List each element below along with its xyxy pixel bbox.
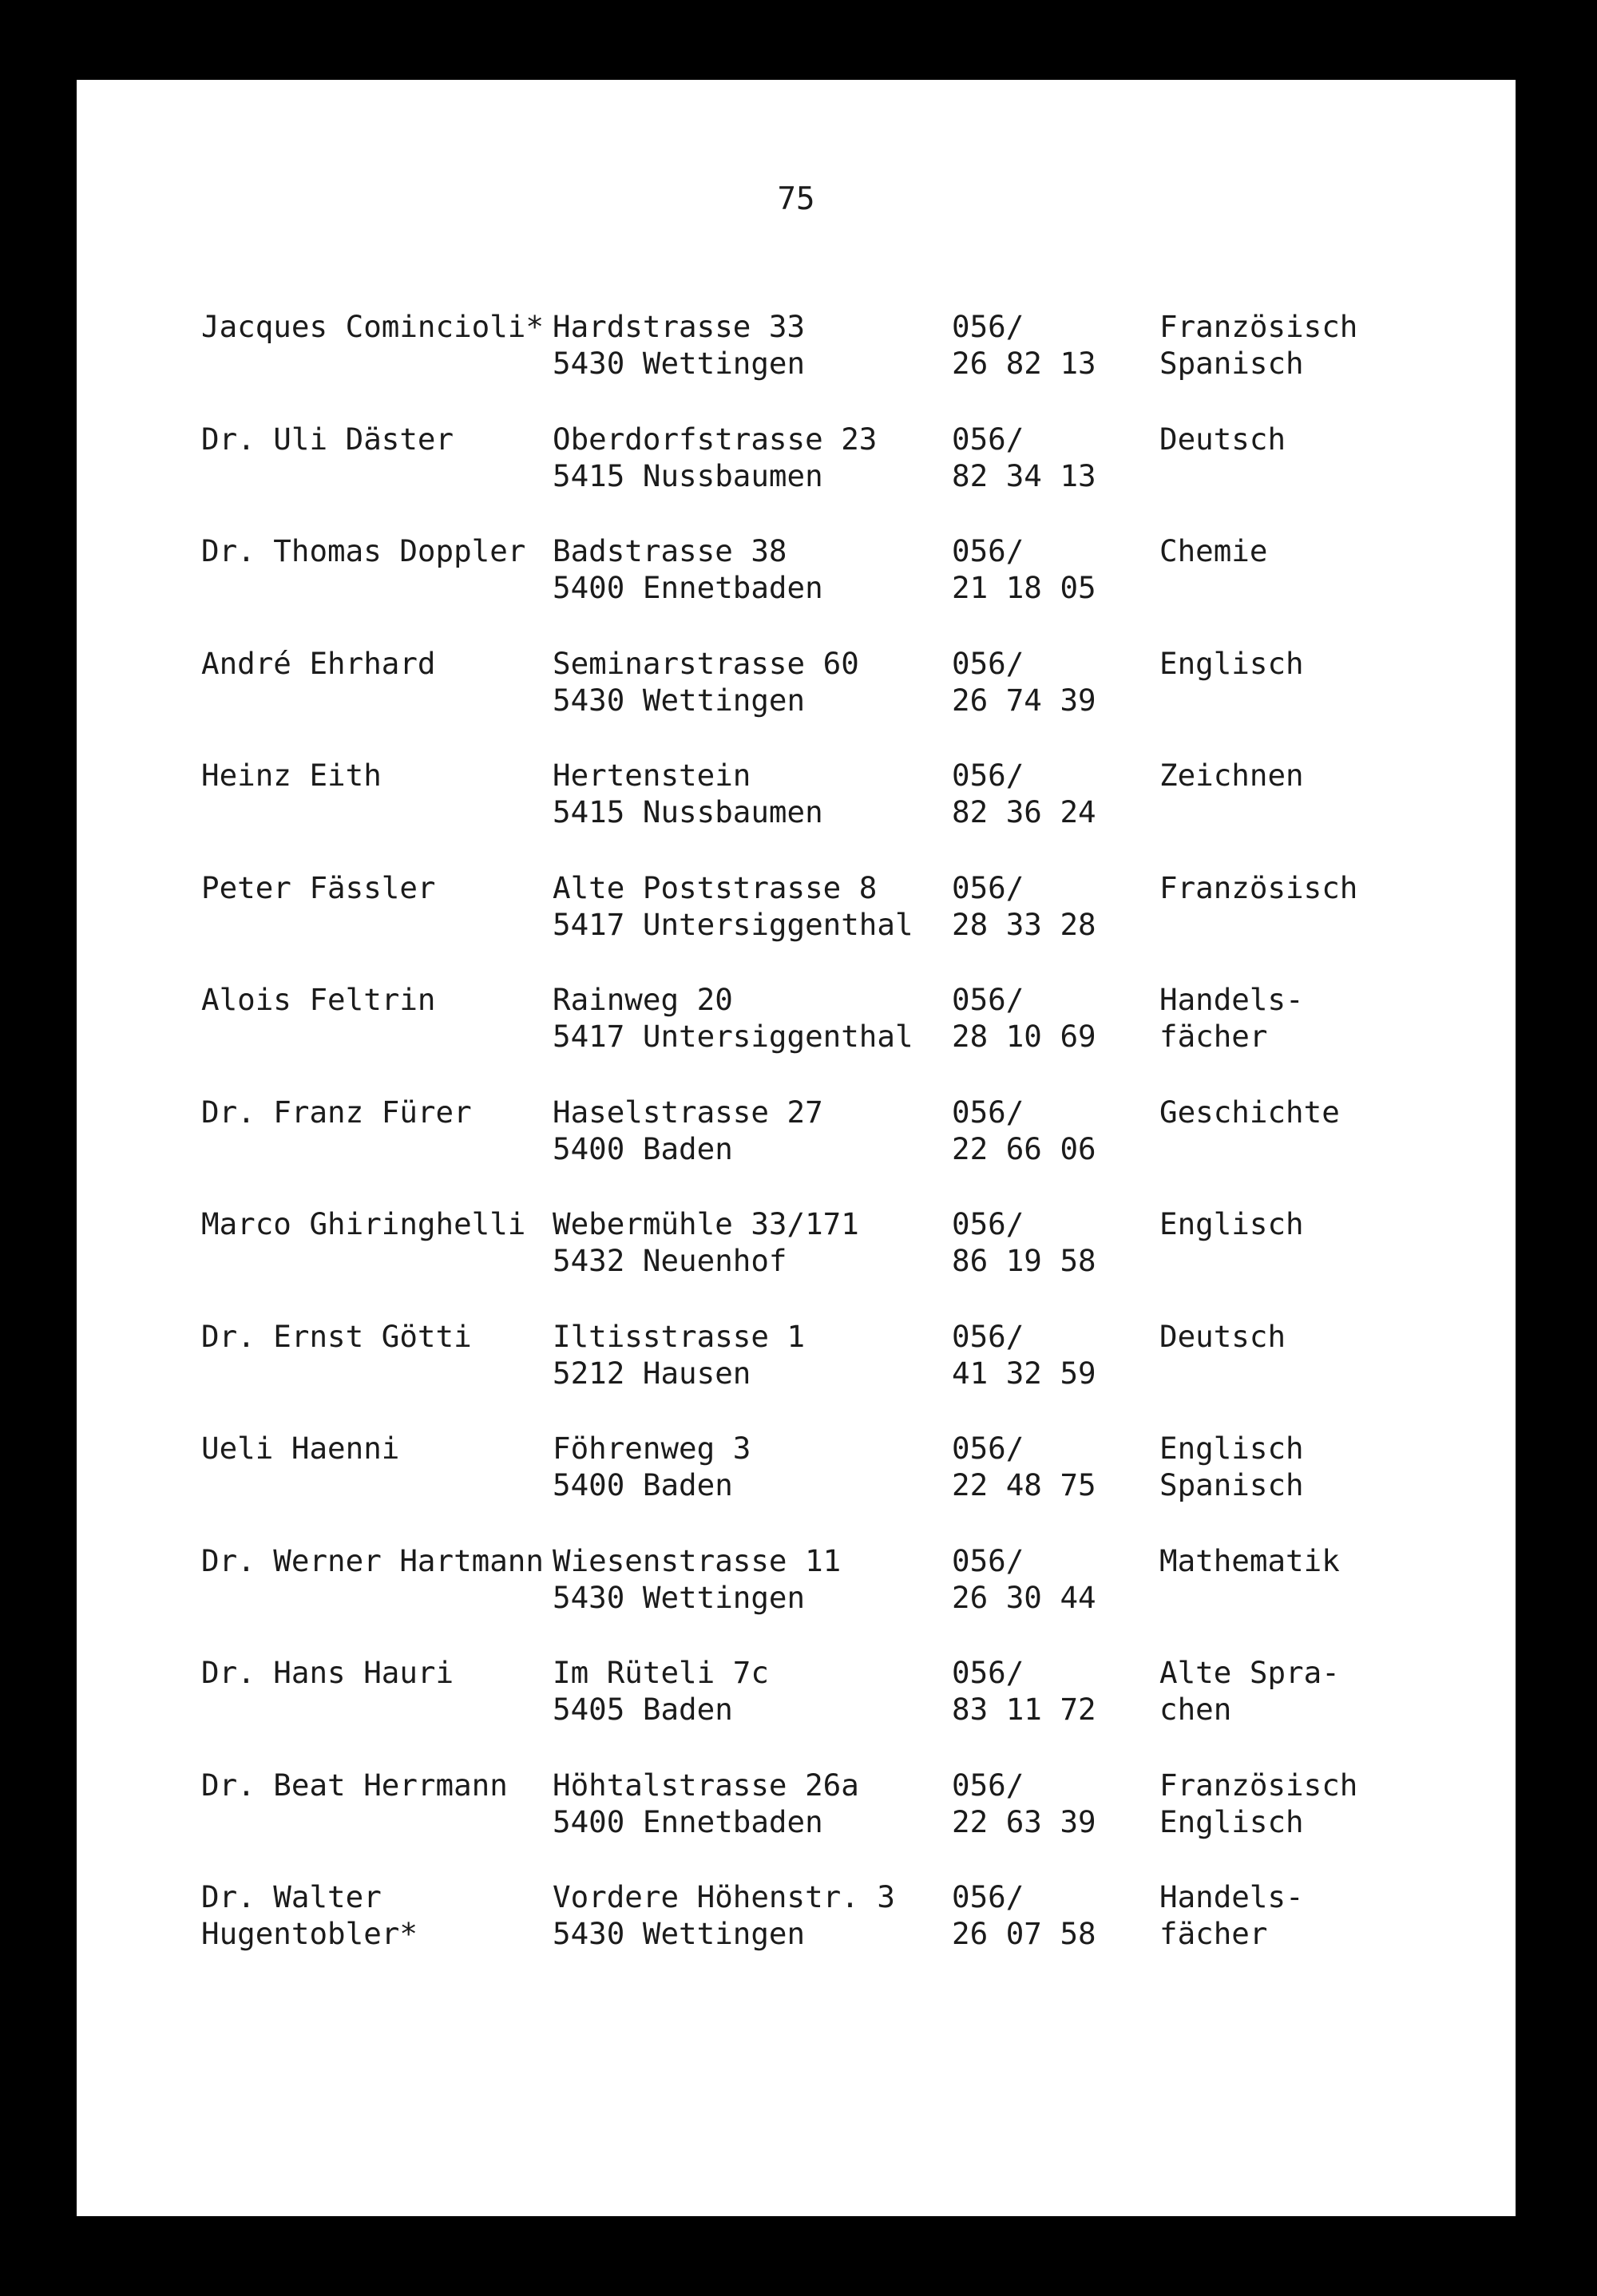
address-line: 5212 Hausen: [553, 1355, 751, 1391]
directory-entry: [201, 1767, 1495, 1879]
phone-number: 056/: [952, 421, 1024, 457]
address-line: Vordere Höhenstr. 3: [553, 1879, 895, 1914]
address-line: Webermühle 33/171: [553, 1206, 859, 1241]
phone-number: 22 63 39: [952, 1803, 1096, 1839]
entry-line-second: [201, 1242, 1495, 1279]
address-line: 5400 Baden: [553, 1130, 733, 1166]
address-line: Höhtalstrasse 26a: [553, 1767, 859, 1803]
directory-entry: [201, 1094, 1495, 1206]
directory-entry: [201, 308, 1495, 421]
phone-number: 056/: [952, 1094, 1024, 1130]
directory-entry: [201, 981, 1495, 1094]
phone-number: 056/: [952, 1318, 1024, 1354]
teacher-name: Ueli Haenni: [201, 1431, 400, 1466]
entry-line-second: [201, 1467, 1495, 1503]
entry-line-first: [201, 1318, 1495, 1355]
subject: fächer: [1159, 1019, 1268, 1054]
directory-entry: [201, 1205, 1495, 1318]
page-number: 75: [777, 181, 815, 217]
phone-number: 82 34 13: [952, 457, 1096, 493]
entry-line-second: [201, 1915, 1495, 1952]
subject: Geschichte: [1159, 1094, 1340, 1130]
teacher-name: Dr. Ernst Götti: [201, 1318, 472, 1354]
phone-number: 83 11 72: [952, 1692, 1096, 1727]
phone-number: 26 07 58: [952, 1916, 1096, 1951]
subject: Spanisch: [1159, 1467, 1304, 1502]
phone-number: 22 48 75: [952, 1467, 1096, 1502]
phone-number: 056/: [952, 1206, 1024, 1241]
address-line: Haselstrasse 27: [553, 1094, 823, 1130]
address-line: 5430 Wettingen: [553, 346, 806, 381]
phone-number: 056/: [952, 309, 1024, 344]
phone-number: 26 82 13: [952, 346, 1096, 381]
teacher-name: Alois Feltrin: [201, 982, 436, 1017]
subject: Englisch: [1159, 1206, 1304, 1241]
address-line: 5400 Ennetbaden: [553, 1803, 823, 1839]
entry-line-second: [201, 1803, 1495, 1840]
subject: Zeichnen: [1159, 758, 1304, 793]
address-line: Oberdorfstrasse 23: [553, 421, 878, 457]
subject: Handels-: [1159, 1879, 1304, 1914]
phone-number: 86 19 58: [952, 1243, 1096, 1278]
entry-line-first: [201, 869, 1495, 906]
entry-line-first: [201, 1542, 1495, 1579]
subject: Englisch: [1159, 1431, 1304, 1466]
phone-number: 28 10 69: [952, 1019, 1096, 1054]
entry-line-first: [201, 1767, 1495, 1803]
address-line: 5415 Nussbaumen: [553, 794, 823, 829]
phone-number: 056/: [952, 758, 1024, 793]
subject: Mathematik: [1159, 1542, 1340, 1578]
subject: Französisch: [1159, 869, 1358, 905]
address-line: 5415 Nussbaumen: [553, 457, 823, 493]
entry-line-first: [201, 421, 1495, 457]
teacher-name: Jacques Comincioli*: [201, 309, 544, 344]
entry-line-first: [201, 757, 1495, 794]
entry-line-second: [201, 1691, 1495, 1728]
teacher-name: Dr. Hans Hauri: [201, 1655, 454, 1690]
address-line: Alte Poststrasse 8: [553, 869, 878, 905]
teacher-name: Dr. Franz Fürer: [201, 1094, 472, 1130]
phone-number: 22 66 06: [952, 1130, 1096, 1166]
entry-line-first: [201, 1430, 1495, 1467]
address-line: 5432 Neuenhof: [553, 1243, 787, 1278]
subject: fächer: [1159, 1916, 1268, 1951]
entry-line-first: [201, 1205, 1495, 1242]
entry-line-second: [201, 345, 1495, 382]
entry-line-first: [201, 1654, 1495, 1691]
phone-number: 056/: [952, 1767, 1024, 1803]
phone-number: 056/: [952, 982, 1024, 1017]
address-line: 5405 Baden: [553, 1692, 733, 1727]
teacher-name: Dr. Werner Hartmann: [201, 1542, 544, 1578]
teacher-name: Dr. Walter: [201, 1879, 382, 1914]
phone-number: 82 36 24: [952, 794, 1096, 829]
address-line: Badstrasse 38: [553, 533, 787, 568]
teacher-name: Heinz Eith: [201, 758, 382, 793]
address-line: 5430 Wettingen: [553, 682, 806, 718]
directory-entry: [201, 421, 1495, 533]
entry-line-first: [201, 645, 1495, 682]
address-line: Hardstrasse 33: [553, 309, 806, 344]
phone-number: 056/: [952, 645, 1024, 681]
subject: Englisch: [1159, 1803, 1304, 1839]
teacher-name: Dr. Uli Däster: [201, 421, 454, 457]
directory-entry: [201, 645, 1495, 758]
entry-line-second: [201, 1018, 1495, 1055]
subject: Französisch: [1159, 1767, 1358, 1803]
phone-number: 056/: [952, 533, 1024, 568]
entry-line-second: [201, 906, 1495, 943]
directory-entry: [201, 869, 1495, 982]
subject: Deutsch: [1159, 1318, 1286, 1354]
teacher-name: Hugentobler*: [201, 1916, 418, 1951]
document-page: [77, 80, 1516, 2216]
subject: chen: [1159, 1692, 1232, 1727]
teacher-name: André Ehrhard: [201, 645, 436, 681]
subject: Chemie: [1159, 533, 1268, 568]
teacher-name: Dr. Thomas Doppler: [201, 533, 526, 568]
subject: Alte Spra-: [1159, 1655, 1340, 1690]
phone-number: 26 74 39: [952, 682, 1096, 718]
address-line: Hertenstein: [553, 758, 751, 793]
entry-line-first: [201, 532, 1495, 569]
address-line: Föhrenweg 3: [553, 1431, 751, 1466]
directory-entry: [201, 757, 1495, 869]
entry-line-first: [201, 1878, 1495, 1915]
phone-number: 26 30 44: [952, 1579, 1096, 1615]
subject: Spanisch: [1159, 346, 1304, 381]
address-line: 5430 Wettingen: [553, 1579, 806, 1615]
phone-number: 28 33 28: [952, 906, 1096, 942]
entry-line-first: [201, 1094, 1495, 1130]
entry-line-second: [201, 1579, 1495, 1616]
subject: Englisch: [1159, 645, 1304, 681]
address-line: Wiesenstrasse 11: [553, 1542, 842, 1578]
directory-entry: [201, 1430, 1495, 1542]
address-line: Rainweg 20: [553, 982, 733, 1017]
staff-directory-list: [201, 308, 1495, 1991]
teacher-name: Marco Ghiringhelli: [201, 1206, 526, 1241]
address-line: 5400 Baden: [553, 1467, 733, 1502]
entry-line-second: [201, 569, 1495, 606]
address-line: 5417 Untersiggenthal: [553, 906, 913, 942]
entry-line-first: [201, 981, 1495, 1018]
subject: Handels-: [1159, 982, 1304, 1017]
entry-line-second: [201, 457, 1495, 494]
phone-number: 056/: [952, 1431, 1024, 1466]
phone-number: 056/: [952, 1879, 1024, 1914]
address-line: 5400 Ennetbaden: [553, 570, 823, 605]
phone-number: 056/: [952, 1542, 1024, 1578]
directory-entry: [201, 1318, 1495, 1431]
address-line: 5417 Untersiggenthal: [553, 1019, 913, 1054]
address-line: Iltisstrasse 1: [553, 1318, 806, 1354]
directory-entry: [201, 532, 1495, 645]
phone-number: 056/: [952, 869, 1024, 905]
directory-entry: [201, 1878, 1495, 1991]
address-line: Seminarstrasse 60: [553, 645, 859, 681]
entry-line-first: [201, 308, 1495, 345]
phone-number: 41 32 59: [952, 1355, 1096, 1391]
directory-entry: [201, 1654, 1495, 1767]
address-line: Im Rüteli 7c: [553, 1655, 769, 1690]
subject: Französisch: [1159, 309, 1358, 344]
entry-line-second: [201, 1355, 1495, 1391]
teacher-name: Dr. Beat Herrmann: [201, 1767, 508, 1803]
entry-line-second: [201, 794, 1495, 830]
phone-number: 21 18 05: [952, 570, 1096, 605]
teacher-name: Peter Fässler: [201, 869, 436, 905]
directory-entry: [201, 1542, 1495, 1655]
entry-line-second: [201, 682, 1495, 718]
address-line: 5430 Wettingen: [553, 1916, 806, 1951]
entry-line-second: [201, 1130, 1495, 1167]
subject: Deutsch: [1159, 421, 1286, 457]
phone-number: 056/: [952, 1655, 1024, 1690]
